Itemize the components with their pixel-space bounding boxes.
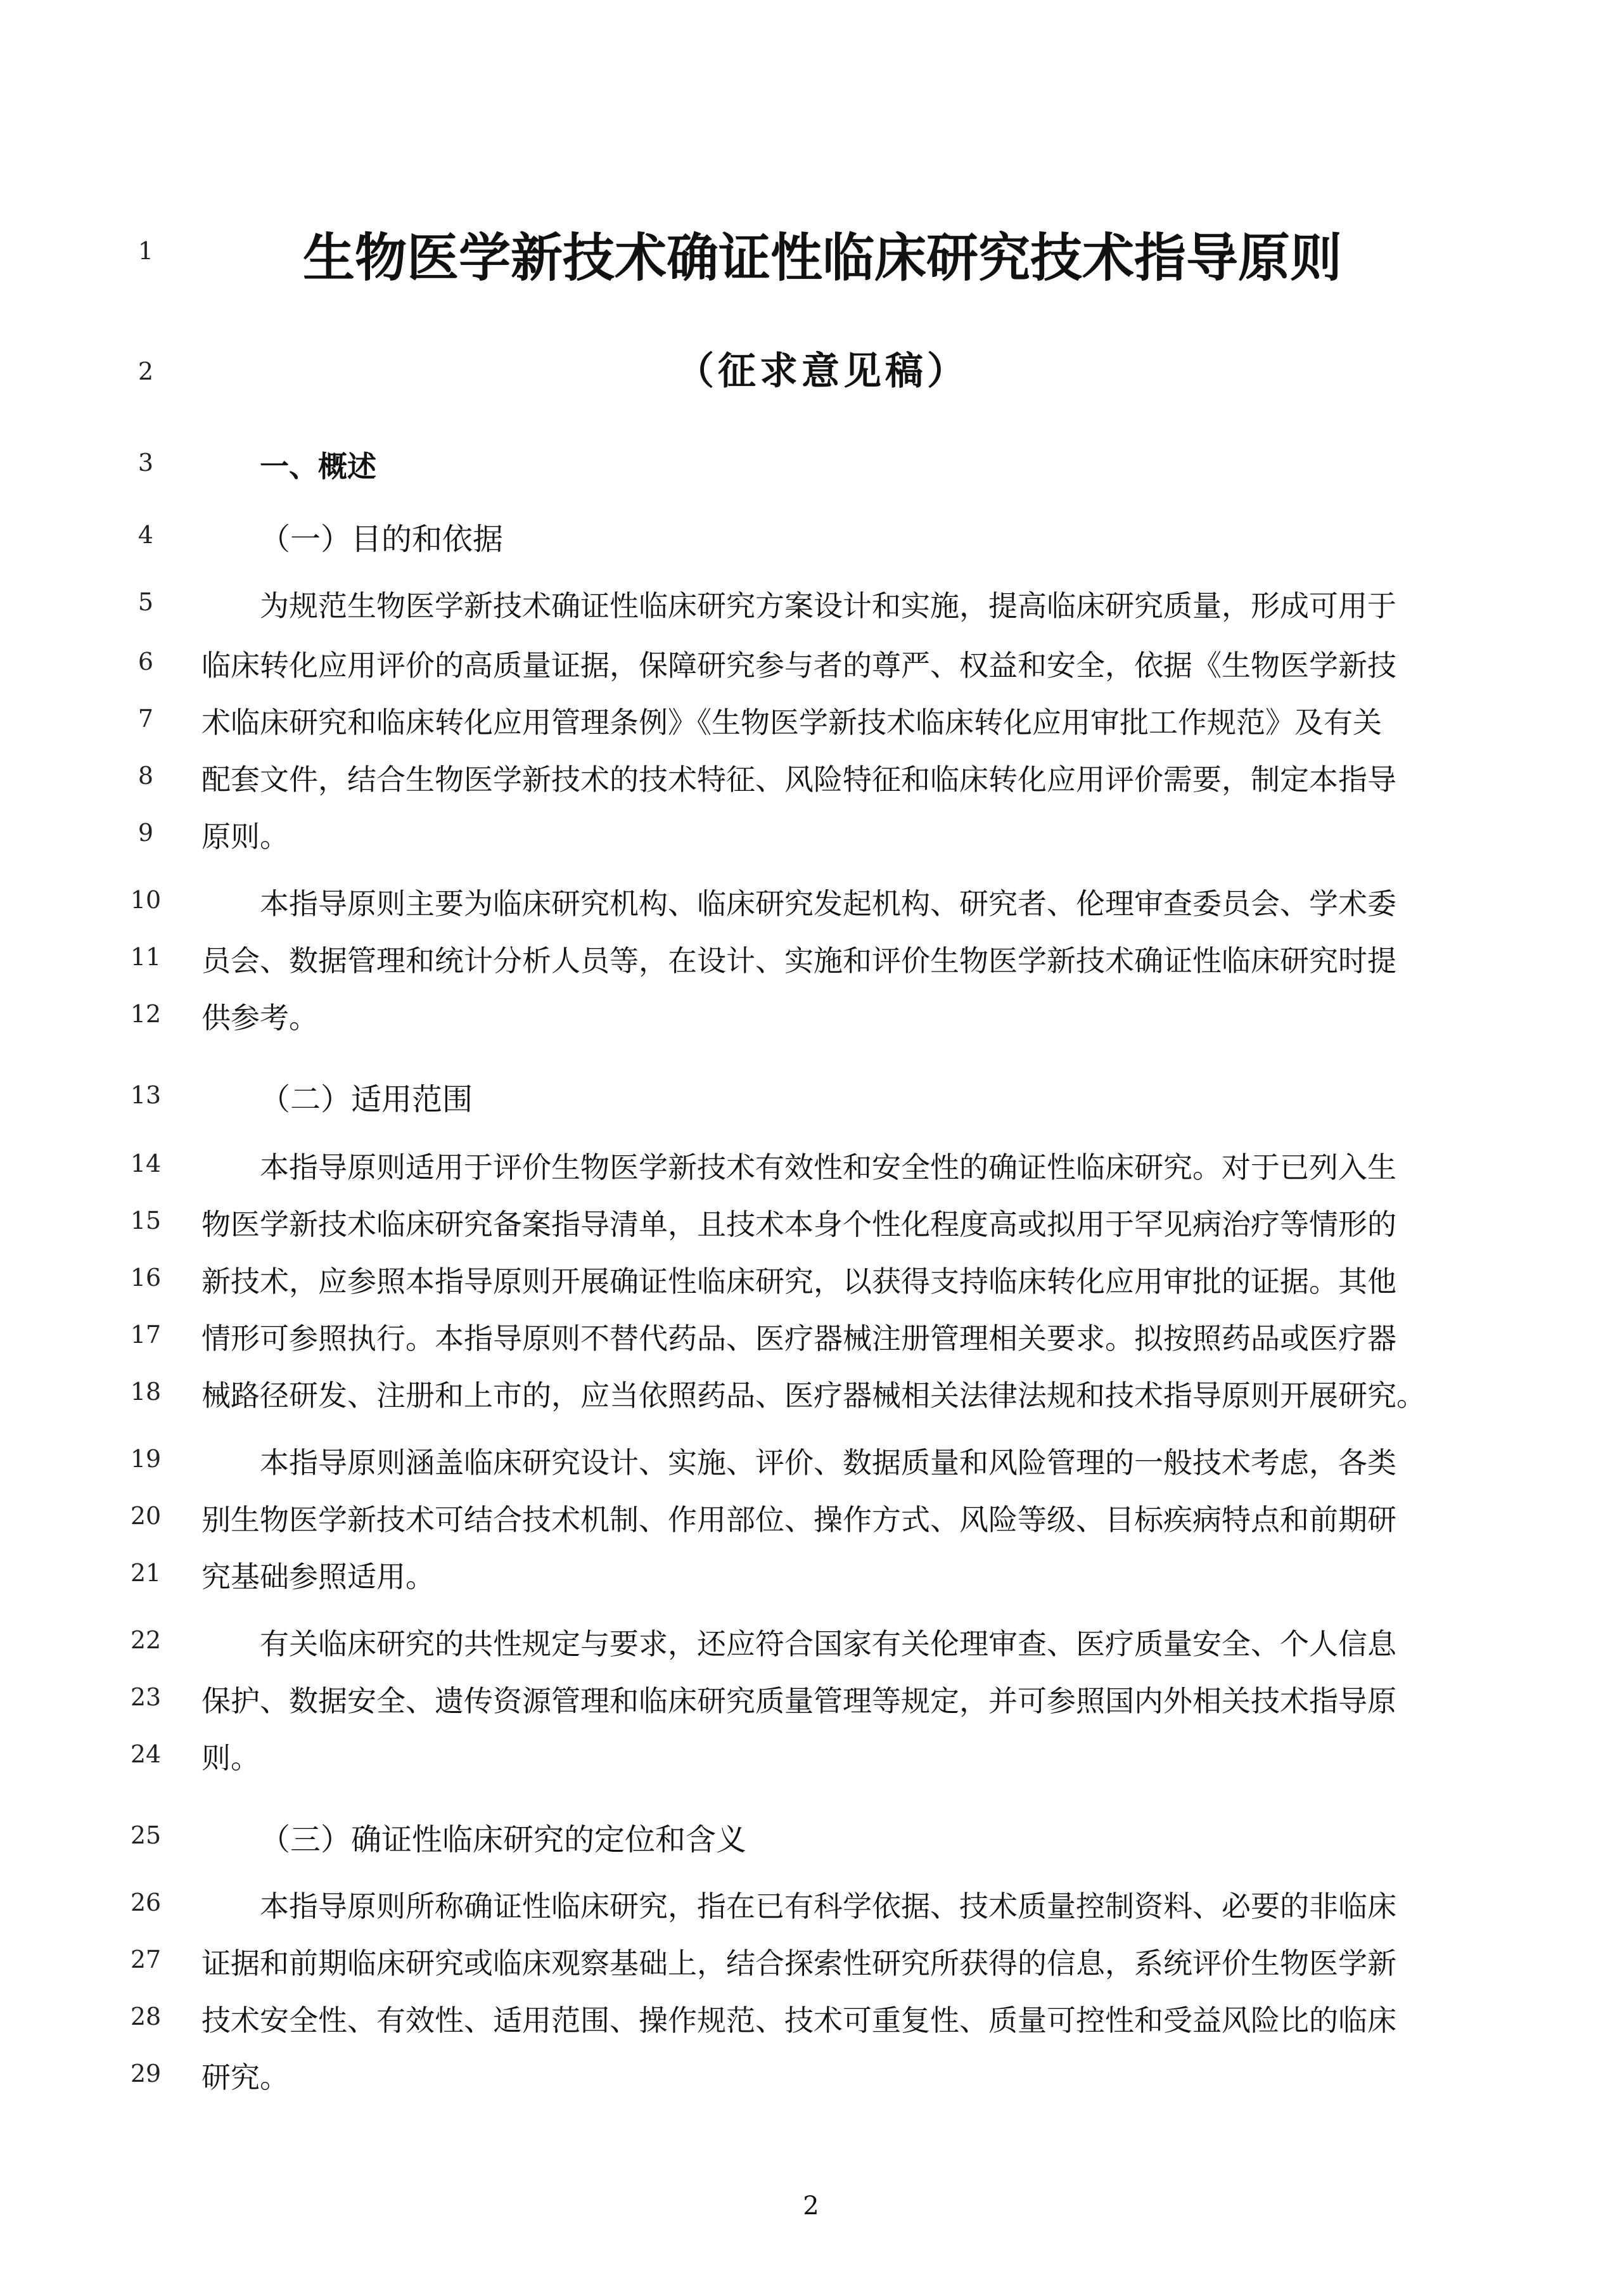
text-line: 为规范生物医学新技术确证性临床研究方案设计和实施，提高临床研究质量，形成可用于: [260, 589, 1396, 623]
line-number: 20: [130, 1502, 162, 1530]
line-number: 10: [130, 886, 162, 914]
text-line: 则。: [201, 1741, 260, 1775]
text-line: 研究。: [201, 2060, 289, 2094]
line-number: 15: [130, 1207, 162, 1235]
line-number: 11: [130, 943, 162, 971]
text-line: 本指导原则适用于评价生物医学新技术有效性和安全性的确证性临床研究。对于已列入生: [260, 1150, 1396, 1184]
line-number: 16: [130, 1264, 162, 1292]
text-line: 本指导原则涵盖临床研究设计、实施、评价、数据质量和风险管理的一般技术考虑，各类: [260, 1446, 1396, 1480]
text-line: 有关临床研究的共性规定与要求，还应符合国家有关伦理审查、医疗质量安全、个人信息: [260, 1627, 1396, 1661]
page-number: 2: [803, 2191, 819, 2221]
subsection-heading-purpose: （一）目的和依据: [260, 522, 504, 557]
line-number: 3: [137, 449, 154, 477]
text-line: 别生物医学新技术可结合技术机制、作用部位、操作方式、风险等级、目标疾病特点和前期研: [201, 1503, 1396, 1537]
line-number: 29: [130, 2060, 162, 2088]
line-number: 9: [137, 819, 154, 847]
text-line: 证据和前期临床研究或临床观察基础上，结合探索性研究所获得的信息，系统评价生物医学新: [201, 1946, 1396, 1980]
line-number: 19: [130, 1445, 162, 1473]
text-line: 本指导原则所称确证性临床研究，指在已有科学依据、技术质量控制资料、必要的非临床: [260, 1889, 1396, 1923]
text-line: 临床转化应用评价的高质量证据，保障研究参与者的尊严、权益和安全，依据《生物医学新技: [201, 648, 1396, 683]
line-number: 21: [130, 1559, 162, 1587]
text-line: 械路径研发、注册和上市的，应当依照药品、医疗器械相关法律法规和技术指导原则开展研究。: [201, 1378, 1426, 1413]
text-line: 保护、数据安全、遗传资源管理和临床研究质量管理等规定，并可参照国内外相关技术指导原: [201, 1684, 1396, 1718]
subsection-heading-scope: （二）适用范围: [260, 1082, 473, 1117]
text-line: 究基础参照适用。: [201, 1560, 435, 1594]
text-line: 原则。: [201, 819, 289, 854]
line-number: 28: [130, 2003, 162, 2030]
text-line: 本指导原则主要为临床研究机构、临床研究发起机构、研究者、伦理审查委员会、学术委: [260, 887, 1396, 921]
text-line: 员会、数据管理和统计分析人员等，在设计、实施和评价生物医学新技术确证性临床研究时提: [201, 944, 1396, 978]
line-number: 6: [137, 648, 154, 676]
text-line: 供参考。: [201, 1001, 318, 1035]
text-line: 术临床研究和临床转化应用管理条例》《生物医学新技术临床转化应用审批工作规范》及有关: [201, 705, 1382, 740]
line-number: 27: [130, 1946, 162, 1973]
line-number: 22: [130, 1626, 162, 1654]
line-number: 4: [137, 521, 154, 549]
text-line: 新技术，应参照本指导原则开展确证性临床研究，以获得支持临床转化应用审批的证据。其他: [201, 1264, 1396, 1299]
text-line: 物医学新技术临床研究备案指导清单，且技术本身个性化程度高或拟用于罕见病治疗等情形的: [201, 1207, 1396, 1241]
text-line: 技术安全性、有效性、适用范围、操作规范、技术可重复性、质量可控性和受益风险比的临床: [201, 2003, 1396, 2037]
line-number: 26: [130, 1889, 162, 1916]
line-number: 2: [137, 357, 154, 385]
line-number: 24: [130, 1740, 162, 1768]
line-number: 18: [130, 1378, 162, 1406]
section-heading-overview: 一、概述: [260, 449, 376, 484]
line-number: 12: [130, 1000, 162, 1028]
document-subtitle: （征求意见稿）: [676, 349, 969, 394]
line-number: 5: [137, 588, 154, 616]
line-number: 23: [130, 1683, 162, 1711]
subsection-heading-definition: （三）确证性临床研究的定位和含义: [260, 1822, 747, 1857]
document-title: 生物医学新技术确证性临床研究技术指导原则: [302, 228, 1342, 288]
line-number: 1: [137, 237, 154, 265]
line-number: 13: [130, 1081, 162, 1109]
text-line: 配套文件，结合生物医学新技术的技术特征、风险特征和临床转化应用评价需要，制定本指导: [201, 762, 1396, 797]
line-number: 7: [137, 705, 154, 733]
line-number: 8: [137, 762, 154, 790]
text-line: 情形可参照执行。本指导原则不替代药品、医疗器械注册管理相关要求。拟按照药品或医疗器: [201, 1321, 1396, 1356]
line-number: 14: [130, 1150, 162, 1177]
line-number: 25: [130, 1821, 162, 1849]
line-number: 17: [130, 1321, 162, 1349]
